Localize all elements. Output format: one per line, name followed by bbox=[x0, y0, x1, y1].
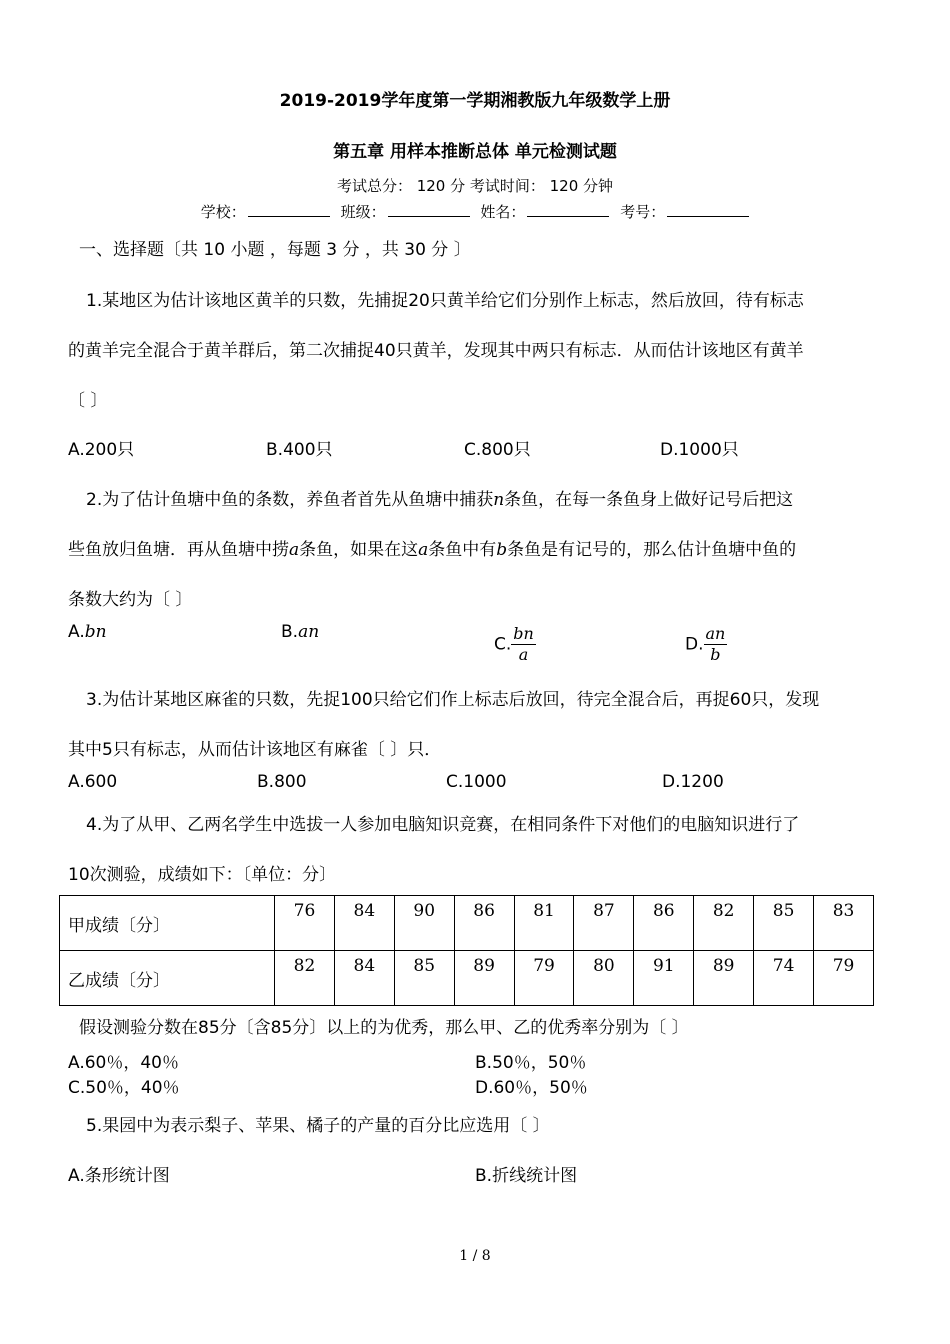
q3-line1: 3.为估计某地区麻雀的只数，先捉100只给它们作上标志后放回，待完全混合后，再捉60只，发现 bbox=[86, 690, 820, 710]
table-cell: 80 bbox=[574, 951, 634, 1006]
q4-option-a[interactable]: A.60％，40％ bbox=[68, 1053, 179, 1073]
q1-line3: 〔 〕 bbox=[68, 391, 108, 411]
row-label: 乙成绩〔分〕 bbox=[60, 951, 275, 1006]
q3-option-a[interactable]: A.600 bbox=[68, 772, 118, 792]
q1-option-b[interactable]: B.400只 bbox=[266, 440, 333, 460]
class-blank[interactable] bbox=[388, 202, 470, 217]
q5-option-a[interactable]: A.条形统计图 bbox=[68, 1166, 170, 1186]
q4-option-d[interactable]: D.60％，50％ bbox=[475, 1078, 588, 1098]
q2-option-c[interactable]: C. $\frac{bn}{a}$ bbox=[494, 624, 534, 664]
field-school: 学校： bbox=[201, 203, 330, 221]
scores-table bbox=[59, 895, 874, 1006]
q2-option-b[interactable]: B.an bbox=[281, 622, 320, 642]
table-cell: 89 bbox=[454, 951, 514, 1006]
q1-option-c[interactable]: C.800只 bbox=[464, 440, 531, 460]
document-title: 2019-2019学年度第一学期湘教版九年级数学上册 bbox=[279, 91, 671, 111]
table-cell: 79 bbox=[514, 951, 574, 1006]
section-heading: 一、选择题〔共 10 小题 ，每题 3 分 ，共 30 分 〕 bbox=[79, 240, 471, 260]
table-cell: 86 bbox=[634, 896, 694, 951]
q1-line2: 的黄羊完全混合于黄羊群后，第二次捕捉40只黄羊，发现其中两只有标志．从而估计该地区有黄羊 bbox=[68, 341, 804, 361]
q3-option-c[interactable]: C.1000 bbox=[446, 772, 507, 792]
field-name: 姓名： bbox=[480, 203, 609, 221]
table-cell: 79 bbox=[814, 951, 874, 1006]
q2-line1: 2.为了估计鱼塘中鱼的条数，养鱼者首先从鱼塘中捕获n条鱼，在每一条鱼身上做好记号后把这 bbox=[86, 490, 794, 510]
exam-info: 考试总分： 120 分 考试时间： 120 分钟 bbox=[336, 177, 614, 195]
q2-option-d[interactable]: D. $\frac{an}{b}$ bbox=[685, 624, 726, 664]
table-cell: 87 bbox=[574, 896, 634, 951]
student-info-fields bbox=[0, 201, 950, 222]
q4-option-c[interactable]: C.50％，40％ bbox=[68, 1078, 180, 1098]
table-cell: 82 bbox=[275, 951, 335, 1006]
table-cell: 84 bbox=[334, 896, 394, 951]
fraction-an-over-b: $\frac{an}{b}$ bbox=[705, 624, 726, 664]
number-blank[interactable] bbox=[667, 202, 749, 217]
q2-line2: 些鱼放归鱼塘．再从鱼塘中捞a条鱼，如果在这a条鱼中有b条鱼是有记号的，那么估计鱼塘中鱼的 bbox=[68, 540, 797, 560]
school-blank[interactable] bbox=[248, 202, 330, 217]
q4-option-b[interactable]: B.50％，50％ bbox=[475, 1053, 587, 1073]
table-cell: 85 bbox=[754, 896, 814, 951]
name-blank[interactable] bbox=[527, 202, 609, 217]
table-cell: 84 bbox=[334, 951, 394, 1006]
table-cell: 82 bbox=[694, 896, 754, 951]
q1-option-d[interactable]: D.1000只 bbox=[660, 440, 739, 460]
q5-line1: 5.果园中为表示梨子、苹果、橘子的产量的百分比应选用〔 〕 bbox=[86, 1116, 550, 1136]
q3-option-d[interactable]: D.1200 bbox=[662, 772, 724, 792]
q3-line2: 其中5只有标志，从而估计该地区有麻雀〔 〕只． bbox=[68, 740, 442, 760]
table-row bbox=[60, 951, 874, 1006]
table-cell: 89 bbox=[694, 951, 754, 1006]
q3-option-b[interactable]: B.800 bbox=[257, 772, 307, 792]
table-cell: 76 bbox=[275, 896, 335, 951]
fraction-bn-over-a: $\frac{bn}{a}$ bbox=[513, 624, 534, 664]
q1-option-a[interactable]: A.200只 bbox=[68, 440, 135, 460]
table-cell: 83 bbox=[814, 896, 874, 951]
table-cell: 81 bbox=[514, 896, 574, 951]
page-number: 1 / 8 bbox=[459, 1248, 491, 1264]
table-row bbox=[60, 896, 874, 951]
q4-line2: 10次测验，成绩如下：〔单位：分〕 bbox=[68, 865, 337, 885]
field-number: 考号： bbox=[620, 203, 749, 221]
field-class: 班级： bbox=[341, 203, 470, 221]
table-cell: 74 bbox=[754, 951, 814, 1006]
q2-option-a[interactable]: A.bn bbox=[68, 622, 107, 642]
q1-line1: 1.某地区为估计该地区黄羊的只数，先捕捉20只黄羊给它们分别作上标志，然后放回，待有标志 bbox=[86, 291, 804, 311]
table-cell: 90 bbox=[394, 896, 454, 951]
document-subtitle: 第五章 用样本推断总体 单元检测试题 bbox=[333, 142, 617, 162]
row-label: 甲成绩〔分〕 bbox=[60, 896, 275, 951]
table-cell: 86 bbox=[454, 896, 514, 951]
table-cell: 85 bbox=[394, 951, 454, 1006]
q5-option-b[interactable]: B.折线统计图 bbox=[475, 1166, 578, 1186]
table-cell: 91 bbox=[634, 951, 694, 1006]
q4-line1: 4.为了从甲、乙两名学生中选拔一人参加电脑知识竞赛，在相同条件下对他们的电脑知识进行了 bbox=[86, 815, 800, 835]
q2-line3: 条数大约为〔 〕 bbox=[68, 590, 193, 610]
q4-question: 假设测验分数在85分〔含85分〕以上的为优秀，那么甲、乙的优秀率分别为〔 〕 bbox=[79, 1018, 689, 1038]
